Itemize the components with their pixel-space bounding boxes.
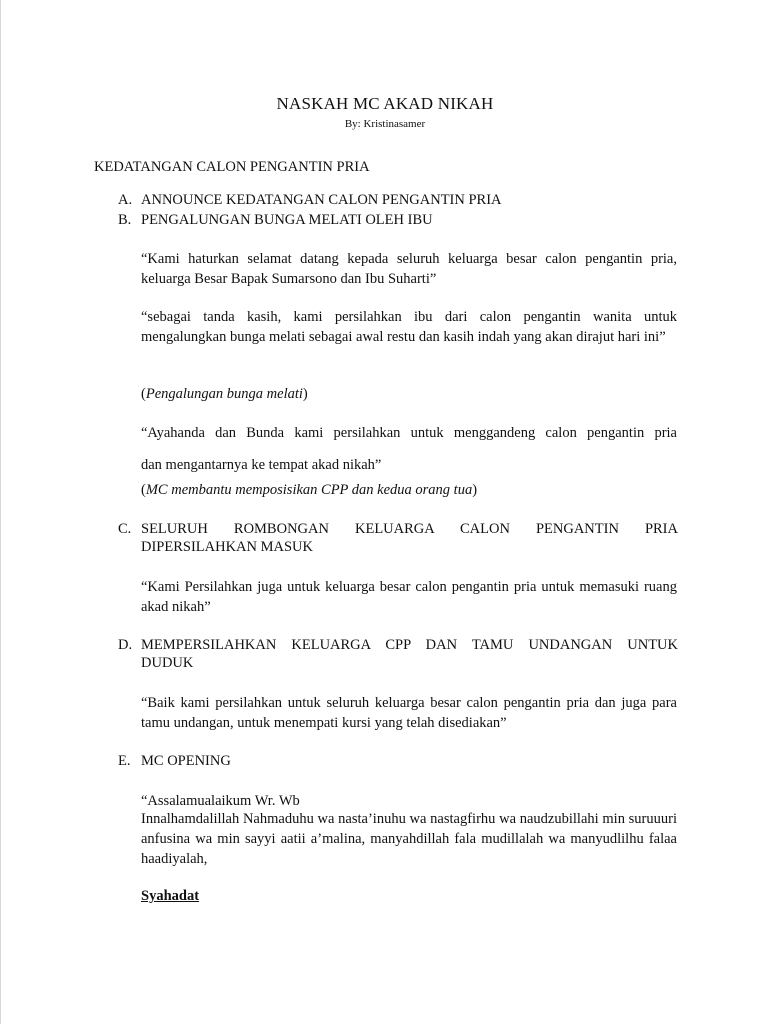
heading-syahadat bbox=[141, 886, 677, 906]
list-letter: E. bbox=[118, 753, 131, 769]
paragraph-duduk: “Baik kami persilahkan untuk seluruh keluarga besar calon pengantin pria dan juga para tamu undangan, untuk menempati kursi yang telah disediakan” bbox=[141, 695, 677, 731]
list-text-line2: DIPERSILAHKAN MASUK bbox=[141, 539, 313, 555]
list-text bbox=[141, 636, 678, 672]
paragraph-ayahanda-line1: “Ayahanda dan Bunda kami persilahkan untuk menggandeng calon pengantin pria bbox=[141, 425, 677, 441]
list-letter: A. bbox=[118, 192, 133, 208]
list-text bbox=[141, 520, 678, 556]
list-text: MC OPENING bbox=[141, 753, 231, 769]
paragraph-welcome: “Kami haturkan selamat datang kepada seluruh keluarga besar calon pengantin pria, keluarga Besar Bapak Sumarsono dan Ibu Suharti” bbox=[141, 251, 677, 287]
note-paren-open: ( bbox=[141, 482, 146, 498]
paragraph-doa: Innalhamdalillah Nahmaduhu wa nasta’inuhu wa nastagfirhu wa naudzubillahi min suruuuri anfusina wa min sayyi aatii a’malina, manyahdillah fala mudillalah wa manyudlilhu falaa haadiyalah, bbox=[141, 811, 677, 867]
syahadat-text: Syahadat bbox=[141, 888, 200, 904]
list-item-e bbox=[118, 752, 678, 770]
list-item-c bbox=[118, 520, 678, 556]
paragraph-ayahanda-line2: dan mengantarnya ke tempat akad nikah” bbox=[141, 457, 382, 473]
list-item-a bbox=[118, 191, 678, 209]
note-paren-close: ) bbox=[302, 386, 308, 402]
note-pengalungan bbox=[141, 384, 677, 404]
list-text-line2: DUDUK bbox=[141, 655, 194, 671]
note-mc bbox=[141, 480, 677, 500]
list-text-line1: MEMPERSILAHKAN KELUARGA CPP DAN TAMU UNDANGAN UNTUK bbox=[141, 637, 678, 653]
note-paren-open: ( bbox=[141, 386, 146, 402]
paragraph-salam: “Assalamualaikum Wr. Wb bbox=[141, 793, 300, 809]
document-byline: By: Kristinasamer bbox=[344, 118, 426, 130]
list-text: ANNOUNCE KEDATANGAN CALON PENGANTIN PRIA bbox=[141, 192, 502, 208]
list-text-line1: SELURUH ROMBONGAN KELUARGA CALON PENGANTIN PRIA bbox=[141, 521, 678, 537]
paragraph-kasih: “sebagai tanda kasih, kami persilahkan ibu dari calon pengantin wanita untuk mengalungkan bunga melati sebagai awal restu dan kasih indah yang akan dirajut hari ini” bbox=[141, 309, 677, 345]
note-text: MC membantu memposisikan CPP dan kedua orang tua bbox=[145, 482, 473, 498]
document-title: NASKAH MC AKAD NIKAH bbox=[276, 94, 494, 113]
list-item-d bbox=[118, 636, 678, 672]
section-heading: KEDATANGAN CALON PENGANTIN PRIA bbox=[94, 159, 370, 175]
paragraph-rombongan: “Kami Persilahkan juga untuk keluarga besar calon pengantin pria untuk memasuki ruang akad nikah” bbox=[141, 579, 677, 615]
list-text: PENGALUNGAN BUNGA MELATI OLEH IBU bbox=[141, 212, 433, 228]
note-text: Pengalungan bunga melati bbox=[145, 386, 303, 402]
list-letter: D. bbox=[118, 637, 133, 653]
note-paren-close: ) bbox=[472, 482, 478, 498]
list-letter: C. bbox=[118, 521, 132, 537]
list-letter: B. bbox=[118, 212, 132, 228]
list-item-b bbox=[118, 211, 678, 229]
